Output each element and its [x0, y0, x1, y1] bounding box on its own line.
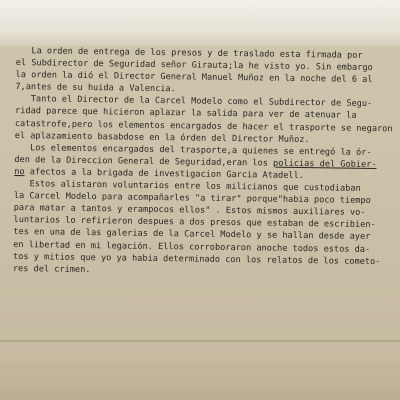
text-line: Tanto el Director de la Carcel Modelo como el Subdirector de Segu- [15, 94, 373, 110]
text-line: en libertad en mi legación. Ellos corroboraron anoche todos estos da- [13, 239, 371, 255]
text-line: tos y mitios que yo ya habia determinado con los relatos de los cometo- [12, 251, 381, 267]
text-line: no afectos a la brigada de investigacion Garcia Atadell. [14, 166, 305, 181]
text-line: la Carcel Modelo para acompañarles "a tirar" porque"habia poco tiempo [13, 191, 371, 207]
scan-bottom-margin [0, 360, 400, 400]
paper-crease [0, 340, 400, 342]
text-line: 7,antes de su huida a Valencia. [15, 82, 176, 95]
text-line: Estos alistaron voluntarios entre los milicianos que custodiaban [13, 179, 361, 194]
text-line: catastrofe,pero los elementos encargados de hacer el trasporte se negaron [14, 118, 393, 134]
text-line: La orden de entrega de los presos y de traslado esta firmada por [15, 45, 363, 61]
text-line: res del crimen. [12, 263, 91, 275]
underlined-phrase: policias del Gobier- [273, 158, 377, 170]
scan-top-margin [0, 0, 400, 46]
text-line: el Subdirector de Seguridad señor Girauta;la he visto yo. Sin embargo [15, 58, 373, 74]
text-line: tes en una de las galerias de la Carcel Modelo y se hallan desde ayer [13, 227, 371, 243]
text-line: Los elementos encargados del trasporte,a quienes se entregó la ór- [14, 142, 372, 158]
text-line: den de la Direccion General de Seguridad,eran los policias del Gobier- [14, 154, 377, 170]
underlined-phrase: no [14, 166, 25, 178]
text-line: para matar a tantos y erampocos ellos" . Estos mismos auxiliares vo- [13, 203, 366, 219]
typewritten-text [13, 45, 392, 280]
text-line: ridad parece que hicieron aplazar la salida para ver de atenuar la [15, 106, 357, 122]
text-line: el aplazamiento basabdose en la órden del Director Muñoz. [14, 130, 310, 145]
text-line: luntarios lo refirieron despues a dos presos que estaban de escribien- [13, 215, 376, 231]
text-line: la orden la dió el Director General Manuel Muñoz en la noche del 6 al [15, 70, 373, 86]
